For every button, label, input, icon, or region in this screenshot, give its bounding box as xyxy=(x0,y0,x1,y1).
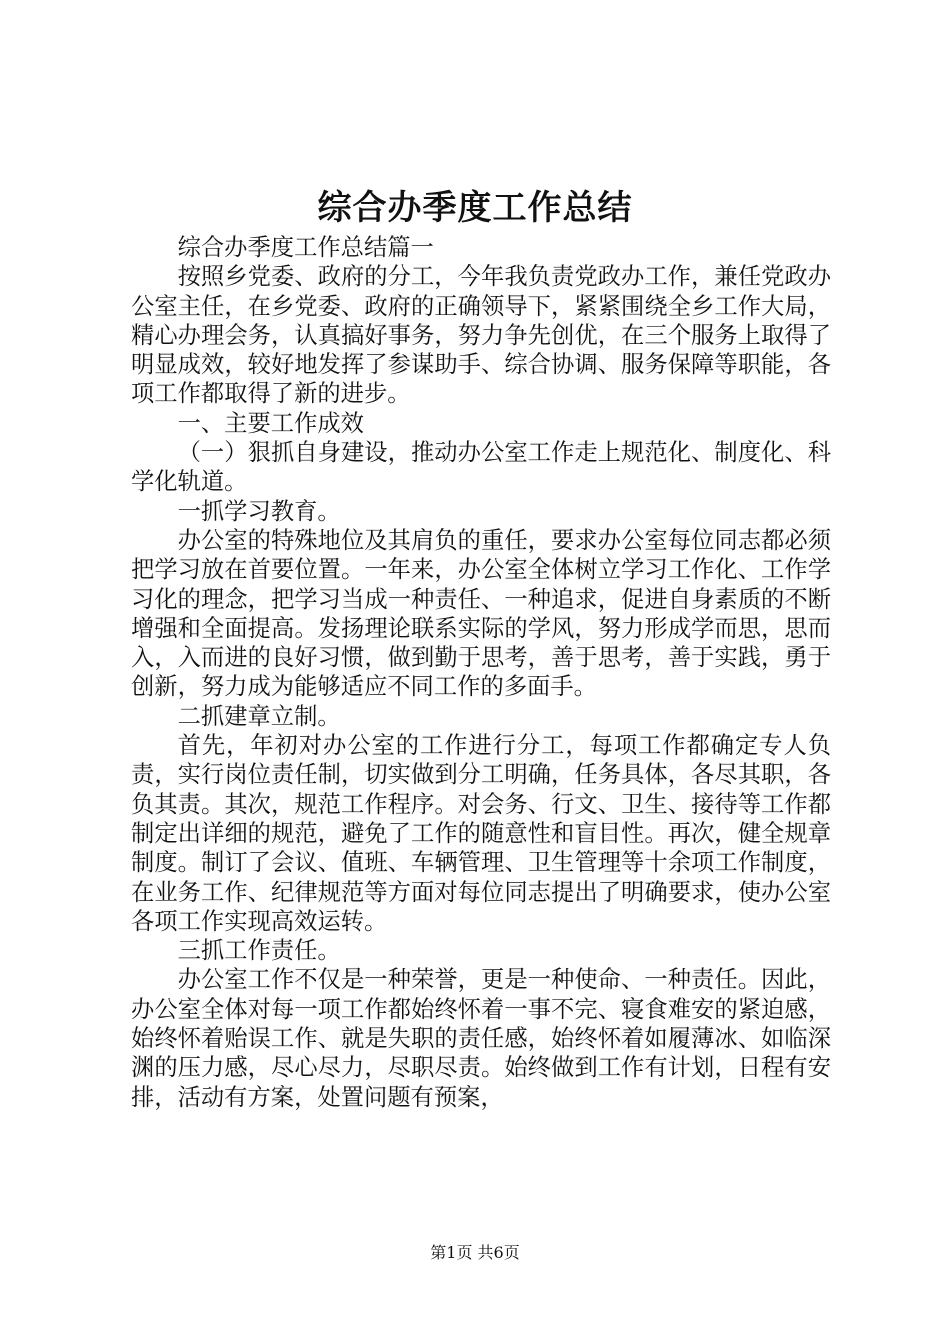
section-heading-part-one: 综合办季度工作总结篇一 xyxy=(177,234,434,261)
item-heading-study: 一抓学习教育。 xyxy=(177,497,341,525)
document-title: 综合办季度工作总结 xyxy=(317,188,633,228)
paragraph-intro: 按照乡党委、政府的分工，今年我负责党政办工作，兼任党政办公室主任，在乡党委、政府的正确领导下，紧紧围绕全乡工作大局，精心办理会务，认真搞好事务，努力争先创优，在三个服务上取得了明显成效，较好地发挥了参谋助手、综合协调、服务保障等职能，各项工作都取得了新的进步。 xyxy=(131,263,831,408)
subsection-heading-self-building: （一）狠抓自身建设，推动办公室工作走上规范化、制度化、科学化轨道。 xyxy=(131,439,831,496)
item-heading-rules: 二抓建章立制。 xyxy=(177,702,341,730)
paragraph-study: 办公室的特殊地位及其肩负的重任，要求办公室每位同志都必须把学习放在首要位置。一年来，办公室全体树立学习工作化、工作学习化的理念，把学习当成一种责任、一种追求，促进自身素质的不断增强和全面提高。发扬理论联系实际的学风，努力形成学而思，思而入，入而进的良好习惯，做到勤于思考，善于思考，善于实践，勇于创新，努力成为能够适应不同工作的多面手。 xyxy=(131,526,831,701)
item-heading-responsibility: 三抓工作责任。 xyxy=(177,937,341,965)
section-heading-main-results: 一、主要工作成效 xyxy=(177,409,364,437)
document-body xyxy=(131,233,831,1112)
paragraph-rules: 首先，年初对办公室的工作进行分工，每项工作都确定专人负责，实行岗位责任制，切实做到分工明确，任务具体，各尽其职，各负其责。其次，规范工作程序。对会务、行文、卫生、接待等工作都制定出详细的规范，避免了工作的随意性和盲目性。再次，健全规章制度。制订了会议、值班、车辆管理、卫生管理等十余项工作制度，在业务工作、纪律规范等方面对每位同志提出了明确要求，使办公室各项工作实现高效运转。 xyxy=(131,732,831,935)
paragraph-responsibility: 办公室工作不仅是一种荣誉，更是一种使命、一种责任。因此，办公室全体对每一项工作都始终怀着一事不完、寝食难安的紧迫感，始终怀着贻误工作、就是失职的责任感，始终怀着如履薄冰、如临深渊的压力感，尽心尽力，尽职尽责。始终做到工作有计划，日程有安排，活动有方案，处置问题有预案， xyxy=(131,966,831,1111)
page-footer: 第1页 共6页 xyxy=(430,1243,520,1262)
